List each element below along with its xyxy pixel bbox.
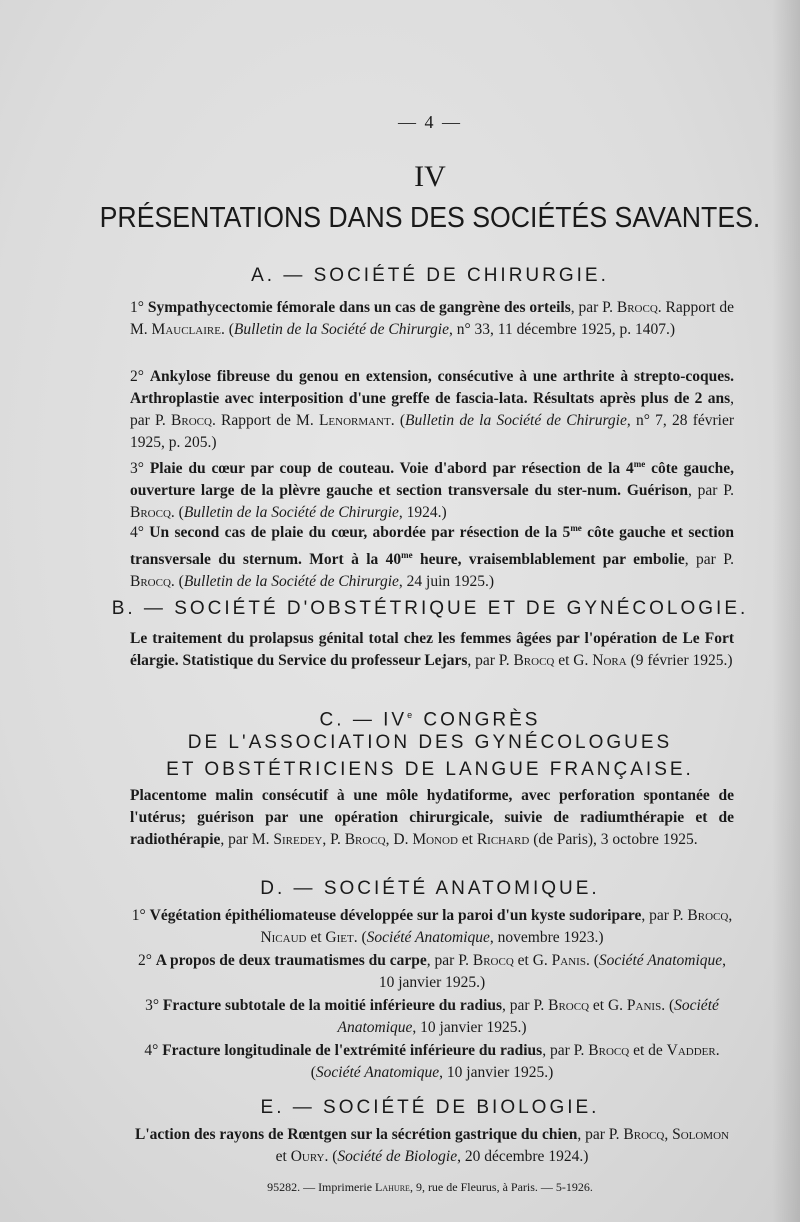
author-name: Brocq [472, 952, 514, 969]
entry-a4: 4° Un second cas de plaie du cœur, abordée par résection de la $5^{me}$ côte gauche et section transversale du sternum. Mort à la $40^{me}$ heure, vraisemblablement par embolie, par P. Brocq. (Bulletin de la Société de Chirurgie, 24 juin 1925.) [130, 523, 735, 591]
author-name: Solomon [672, 1126, 729, 1143]
author-name: Oury [290, 1148, 325, 1165]
entry-d4: 4° Fracture longitudinale de l'extrémité inférieure du radius, par P. Brocq et de Vadder. (Société Anatomique, 10 janvier 1925.) [144, 1042, 720, 1081]
author-name: Richard [476, 831, 530, 848]
entry-a3: 3° Plaie du cœur par coup de couteau. Voie d'abord par résection de la $4^{me}$ côte gauche, ouverture large de la plèvre gauche et section transversale du ster-num. Guérison, par P. Brocq. (Bulletin de la Société de Chirurgie, 1924.) [130, 459, 734, 522]
journal-reference: Société Anatomique [337, 997, 719, 1036]
entry-title: A propos de deux traumatismes du carpe [155, 952, 427, 969]
chapter-number: IV [414, 160, 446, 193]
author-name: Panis [626, 997, 662, 1014]
journal-reference: Société de Biologie [337, 1148, 458, 1165]
entry-number: 1° [131, 907, 146, 924]
journal-reference: Bulletin de la Société de Chirurgie [183, 504, 399, 522]
author-name: Monod [412, 831, 458, 848]
entry-number: 4° [130, 524, 144, 542]
author-name: Brocq [616, 299, 658, 316]
author-name: Brocq [130, 573, 171, 591]
author-name: Giet [325, 929, 354, 946]
entry-number: 1° [130, 299, 144, 316]
entry-number: 2° [137, 952, 152, 969]
printer-footer: 95282. — Imprimerie Lahure, 9, rue de Fleurus, à Paris. — 5-1926. [267, 1180, 593, 1194]
author-name: Nicaud [260, 929, 307, 946]
journal-reference: Société Anatomique [366, 929, 490, 946]
entry-e1: L'action des rayons de Rœntgen sur la sécrétion gastrique du chien, par P. Brocq, Solomon et Oury. (Société de Biologie, 20 décembre 1924.) [135, 1126, 729, 1165]
entry-b1: Le traitement du prolapsus génital total chez les femmes âgées par l'opération de Le Fort élargie. Statistique du Service du professeur Lejars, par P. Brocq et G. Nora (9 février 1925.) [130, 630, 734, 669]
entry-title: Sympathycectomie fémorale dans un cas de gangrène des orteils [147, 299, 571, 316]
journal-reference: Bulletin de la Société de Chirurgie [233, 321, 449, 338]
entry-d2: 2° A propos de deux traumatismes du carpe, par P. Brocq et G. Panis. (Société Anatomique, 10 janvier 1925.) [137, 952, 727, 991]
journal-reference: Bulletin de la Société de Chirurgie [405, 412, 627, 429]
section-c-heading-line1: C. — IVe CONGRÈS [319, 709, 541, 731]
author-name: Brocq [130, 504, 171, 522]
section-b-heading: B. — SOCIÉTÉ D'OBSTÉTRIQUE ET DE GYNÉCOLOGIE. [111, 598, 749, 619]
printer-name: Lahure [375, 1180, 410, 1194]
author-name: Brocq [171, 412, 212, 429]
section-a-heading: A. — SOCIÉTÉ DE CHIRURGIE. [251, 265, 609, 286]
author-name: Brocq [623, 1126, 665, 1143]
author-name: Brocq [687, 907, 729, 924]
section-c-heading-line2: DE L'ASSOCIATION DES GYNÉCOLOGUES [187, 732, 673, 753]
author-name: Brocq [344, 831, 386, 848]
entry-title: Un second cas de plaie du cœur, abordée par résection de la $5^{me}$ côte gauche et section transversale du sternum. Mort à la $40^{me}$ heure, vraisemblablement par embolie [130, 523, 735, 569]
entry-title: Placentome malin consécutif à une môle hydatiforme, avec perforation spontanée de l'utérus; guérison par une opération chirurgicale, suivie de radiumthérapie et de radiothérapie [130, 787, 734, 848]
entry-c1: Placentome malin consécutif à une môle hydatiforme, avec perforation spontanée de l'utérus; guérison par une opération chirurgicale, suivie de radiumthérapie et de radiothérapie, par M. Siredey, P. Brocq, D. Monod et Richard (de Paris), 3 octobre 1925. [130, 787, 734, 848]
journal-reference: Société Anatomique [598, 952, 723, 969]
section-d-heading: D. — SOCIÉTÉ ANATOMIQUE. [260, 878, 600, 899]
entry-number: 2° [130, 368, 144, 385]
author-name: Lenormant [318, 412, 391, 429]
entry-number: 3° [145, 997, 160, 1014]
entry-number: 4° [144, 1042, 159, 1059]
author-name: Brocq [513, 652, 555, 669]
author-name: Brocq [548, 997, 590, 1014]
journal-reference: Société Anatomique [315, 1064, 440, 1081]
entry-title: Le traitement du prolapsus génital total chez les femmes âgées par l'opération de Le Fort élargie. Statistique du Service du professeur Lejars [130, 630, 734, 669]
entry-a1: 1° Sympathycectomie fémorale dans un cas de gangrène des orteils, par P. Brocq. Rapport de M. Mauclaire. (Bulletin de la Société de Chirurgie, n° 33, 11 décembre 1925, p. 1407.) [130, 299, 734, 338]
author-name: Siredey [273, 831, 323, 848]
entry-d1: 1° Végétation épithéliomateuse développée sur la paroi d'un kyste sudoripare, par P. Brocq, Nicaud et Giet. (Société Anatomique, novembre 1923.) [131, 907, 733, 946]
entry-a2: 2° Ankylose fibreuse du genou en extension, consécutive à une arthrite à strepto-coques. Arthroplastie avec interposition d'une greffe de fascia-lata. Résultats après plus de 2 ans, par P. Brocq. Rapport de M. Lenormant. (Bulletin de la Société de Chirurgie, n° 7, 28 février 1925, p. 205.) [130, 368, 735, 451]
entry-d3: 3° Fracture subtotale de la moitié inférieure du radius, par P. Brocq et G. Panis. (Société Anatomique, 10 janvier 1925.) [145, 997, 719, 1036]
journal-reference: Bulletin de la Société de Chirurgie [183, 573, 399, 591]
entry-title: L'action des rayons de Rœntgen sur la sécrétion gastrique du chien [135, 1126, 578, 1143]
page-title: PRÉSENTATIONS DANS DES SOCIÉTÉS SAVANTES. [99, 202, 761, 234]
entry-title: Végétation épithéliomateuse développée sur la paroi d'un kyste sudoripare [149, 907, 642, 924]
entry-title: Plaie du cœur par coup de couteau. Voie d'abord par résection de la $4^{me}$ côte gauche, ouverture large de la plèvre gauche et section transversale du ster-num. Guérison [130, 459, 734, 500]
section-c-heading-line3: ET OBSTÉTRICIENS DE LANGUE FRANÇAISE. [166, 759, 694, 780]
page-number: — 4 — [398, 112, 462, 132]
entry-title: Fracture subtotale de la moitié inférieure du radius [162, 997, 503, 1014]
author-name: Panis [551, 952, 586, 969]
entry-number: 3° [130, 460, 144, 478]
author-name: Vadder [666, 1042, 716, 1059]
entry-title: Ankylose fibreuse du genou en extension, consécutive à une arthrite à strepto-coques. Arthroplastie avec interposition d'une greffe de fascia-lata. Résultats après plus de 2 ans [130, 368, 735, 407]
entry-title: Fracture longitudinale de l'extrémité inférieure du radius [162, 1042, 543, 1059]
author-name: Mauclaire [151, 321, 221, 338]
author-name: Nora [592, 652, 627, 669]
author-name: Brocq [588, 1042, 630, 1059]
section-e-heading: E. — SOCIÉTÉ DE BIOLOGIE. [260, 1097, 600, 1118]
